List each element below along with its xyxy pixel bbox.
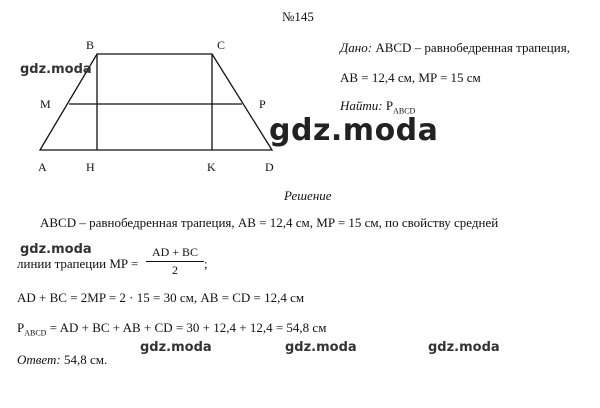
solution-line-1: ABCD – равнобедренная трапеция, AB = 12,4 см, MP = 15 см, по свойству средней: [40, 215, 499, 230]
vertex-label-C: C: [217, 38, 226, 52]
watermark-big: gdz.moda: [269, 113, 439, 148]
vertex-label-D: D: [265, 160, 274, 174]
vertex-label-B: B: [86, 38, 95, 52]
solution-line-2-suffix: ;: [204, 256, 208, 271]
solution-line-3: AD + BC = 2MP = 2 · 15 = 30 см, AB = CD = 12,4 см: [17, 290, 305, 305]
given-values: AB = 12,4 см, MP = 15 см: [340, 70, 481, 85]
answer-text: 54,8 см.: [64, 352, 108, 367]
given-label: Дано:: [340, 40, 373, 55]
perimeter-expression: = AD + BC + AB + CD = 30 + 12,4 + 12,4 = 54,8 см: [49, 320, 327, 335]
vertex-label-H: H: [86, 160, 95, 174]
find-subscript: ABCD: [393, 106, 416, 116]
given-line: [340, 40, 570, 56]
watermark-left: gdz.moda: [20, 242, 92, 257]
given-text: ABCD – равнобедренная трапеция,: [375, 40, 570, 55]
watermark-bottom-1: gdz.moda: [140, 340, 212, 355]
trapezoid-figure: [0, 0, 290, 180]
watermark-bottom-3: gdz.moda: [428, 340, 500, 355]
problem-number: №145: [282, 9, 314, 24]
watermark-bottom-2: gdz.moda: [285, 340, 357, 355]
vertex-label-K: K: [207, 160, 216, 174]
vertex-label-A: A: [38, 160, 47, 174]
fraction-denominator: 2: [172, 263, 178, 277]
midline-fraction: [146, 245, 204, 278]
answer-label: Ответ:: [17, 352, 61, 367]
fraction-numerator: AD + BC: [146, 245, 204, 262]
find-label: Найти:: [340, 98, 383, 113]
perimeter-subscript: ABCD: [24, 328, 47, 338]
find-symbol: P: [385, 98, 394, 113]
vertex-label-P: P: [259, 97, 266, 111]
solution-heading: Решение: [284, 188, 332, 203]
solution-line-2-prefix: линии трапеции MP =: [17, 256, 139, 271]
answer-line: [17, 352, 107, 368]
perimeter-line: [17, 320, 326, 338]
vertex-label-M: M: [40, 97, 51, 111]
watermark-figure: gdz.moda: [20, 62, 92, 77]
perimeter-symbol: P: [17, 320, 25, 335]
